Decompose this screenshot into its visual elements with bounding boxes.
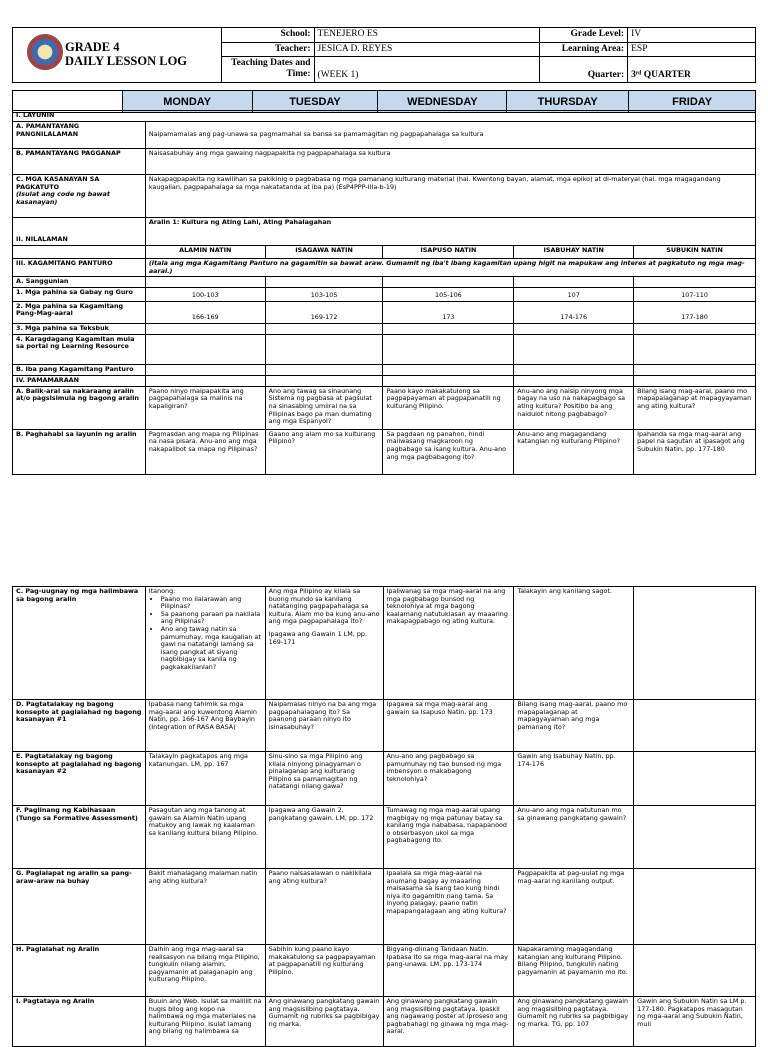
day-thursday: THURSDAY [507,91,629,113]
row-label: E. Pagtatalakay ng bagong konsepto at paglalahad ng bagong kasanayan #2 [13,752,146,806]
cell [634,700,756,752]
cell: Ipagawa ang Gawain 2, pangkatang gawain. LM, pp. 172 [265,806,383,869]
lesson-table-page1 [12,110,756,475]
cell: Ang ginawang pangkatang gawain ang magsisilbing pagtataya. Gumamit ng rubriks sa pagbibigay ng marka. TG, pp. 107 [514,997,634,1047]
kasanayan-label: C. MGA KASANAYAN SA PAGKATUTO [16,175,100,191]
table-row [13,869,756,945]
cell: Sinu-sino sa mga Pilipino ang kilala ninyong pinagyaman o pinalaganap ang kulturang Pilipino sa pamamagitan ng natatangi nilang gawa? [265,752,383,806]
pagganap-label: B. PAMANTAYANG PAGGANAP [13,149,146,175]
cell: Sa pagdaan ng panahon, hindi maiiwasang magkaroon ng pagbabago sa isang kultura. Anu-ano ang mga pagbabagong ito? [383,429,514,474]
cell [634,869,756,945]
cell-intro: Itanong: [148,587,176,595]
magaaral-wed: 173 [383,301,514,323]
bullet-list [149,596,262,672]
deped-seal-logo [27,34,63,70]
cell: Anu-ano ang mga natutunan mo sa ginawang pangkatang gawain? [514,806,634,869]
row-label: G. Paglalapat ng aralin sa pang-araw-araw na buhay [13,869,146,945]
cell: Napakaraming magagandang katangian ang kulturang Pilipino. Bilang Pilipino, tungkulin nating pagyamanin at payamanin mo ito. [514,945,634,997]
cell: Paano ninyo maipapakita ang pagpapahalaga sa malinis na kapaligiran? [145,386,265,429]
cell: Paano kayo makakatulong sa pagpapayaman at pagpapanatili ng kulturang Pilipino. [383,386,514,429]
cell [634,587,756,700]
row-label: H. Paglalahat ng Aralin [13,945,146,997]
magaaral-mon: 166-169 [145,301,265,323]
col-isapuso: ISAPUSO NATIN [383,246,514,259]
teacher-value: JESICA D. REYES [314,42,540,57]
kasanayan-cell [13,175,146,218]
cell: Buuin ang Web. Isulat sa maliliit na hugis bilog ang kopo na halimbawa ng mga materiales na kulturang Pilipino. Isulat lamang ang bilang ng halimbawa sa [145,997,265,1047]
row-label: B. Paghahabi sa layunin ng aralin [13,429,146,474]
table-row [13,806,756,869]
cell [634,806,756,869]
cell: Ang ginawang pangkatang gawain ang magsisilbing pagtataya. Ipaskil ang nagawang poster at iproseso ang pagbabahagi ng ginawa ng mga mag-aaral. [383,997,514,1047]
cell: Bigyang-diinang Tandaan Natin. Ipabasa ito sa mga mag-aaral na may pang-unawa. LM, pp. 173-174 [383,945,514,997]
magaaral-fri: 177-180 [634,301,756,323]
cell: Pagpapakita at pag-uulat ng mga mag-aaral ng kanilang output. [514,869,634,945]
row-label: A. Balik-aral sa nakaraang aralin at/o pagsisimula ng bagong aralin [13,386,146,429]
day-tuesday: TUESDAY [252,91,378,113]
cell [145,587,265,700]
magaaral-tue: 169-172 [265,301,383,323]
table-row [13,386,756,429]
teacher-label: Teacher: [221,42,314,57]
cell: Anu-ano ang naisip ninyong mga bagay na uso na nakapagbago sa ating kultura? Positibo ba ang naidulot nitong pagbabago? [514,386,634,429]
cell: Anu-ano ang pagbabago sa pamumuhay ng tao bunsod ng mga imbensyon o makabagong teknolohiya? [383,752,514,806]
cell: Gawin ang Subukin Natin sa LM p. 177-180. Pagkatapos masagutan ng mga-aaral ang Subukin Natin, muli [634,997,756,1047]
iba-label: B. Iba pang Kagamitang Panturo [13,364,146,375]
cell: Dalhin ang mga mag-aaral sa realisasyon na bilang mga Pilipino, tungkulin nilang alamin, pagyamanin at palaganapin ang kulturang Pilipino. [145,945,265,997]
karagdagang-label: 4. Karagdagang Kagamitan mula sa portal ng Learning Resource [13,334,146,364]
cell: Ang ginawang pangkatang gawain ang magsisilbing pagtataya. Gumamit ng rubriks sa pagbibigay ng marka. [265,997,383,1047]
cell: Talakayin pagkatapos ang mga katanungan. LM, pp. 167 [145,752,265,806]
cell: Paano naisasalawan o nakikilala ang ating kultura? [265,869,383,945]
cell-text: Ipagawa ang Gawain 1 LM, pp. 169-171 [268,629,367,646]
cell: Pasagutan ang mga tanong at gawain sa Alamin Natin upang matukoy ang lawak ng kaalaman sa kanilang kultura bilang Pilipino. [145,806,265,869]
pangnilalaman-label: A. PAMANTAYANG PANGNILALAMAN [13,122,146,149]
table-row [13,752,756,806]
col-isabuhay: ISABUHAY NATIN [514,246,634,259]
cell: Gaano ang alam mo sa kulturang Pilipino? [265,429,383,474]
list-item: • Sa paanong paraan pa nakilala ang Pilipinas? [161,611,262,626]
row-label: C. Pag-uugnay ng mga halimbawa sa bagong aralin [13,587,146,700]
cell [634,945,756,997]
gabay-fri: 107-110 [634,287,756,301]
cell: Gawin ang Isabuhay Natin, pp. 174-176 [514,752,634,806]
table-row [13,945,756,997]
cell: Ipahanda sa mga mag-aaral ang papel na sagutan at ipasagot ang Subukin Natin, pp. 177-180 [634,429,756,474]
magaaral-thu: 174-176 [514,301,634,323]
row-label: D. Pagtatalakay ng bagong konsepto at paglalahad ng bagong kasanayan #1 [13,700,146,752]
table-row [13,700,756,752]
kagamitan-value: (Itala ang mga Kagamitang Panturo na gagamitin sa bawat araw. Gumamit ng iba't ibang kagamitan upang higit na mapukaw ang interes at pagkatuto ng mga mag-aaral.) [145,259,755,277]
magaaral-label: 2. Mga pahina sa Kagamitang Pang-Mag-aaral [13,301,146,323]
lesson-table-page2 [12,586,756,1047]
cell: Bilang isang mag-aaral, paano mo mapapalaganap at mapagyayaman ang ating kultura? [634,386,756,429]
cell: Pagmasdan ang mapa ng Pilipinas na nasa pisara. Anu-ano ang mga nakapalibot sa mapa ng Pilipinas? [145,429,265,474]
kagamitan-label: III. KAGAMITANG PANTURO [13,259,146,277]
cell: Ano ang tawag sa sinaunang Sistema ng pagbasa at pagsulat na sinasabing umiiral na sa Pilipinas bago pa man dumating ang mga Espanyol? [265,386,383,429]
cell [265,587,383,700]
cell: Ipabasa nang tahimik sa mga mag-aaral ang kuwentong Alamin Natin, pp. 166-167 Ang Baybayin (Integration of RASA BASA) [145,700,265,752]
cell [634,752,756,806]
cell: Naipamalas ninyo na ba ang mga pagpapahalagang ito? Sa paanong paraan ninyo ito isinasabuhay? [265,700,383,752]
section-layunin: I. LAYUNIN [13,111,756,122]
cell: Bakit mahalagang malaman natin ang ating kultura? [145,869,265,945]
learning-area-value: ESP [628,42,756,57]
kasanayan-value: Nakapagpapakita ng kawilihan sa pakikinig o pagbabasa ng mga pamanang kulturang material (hal. Kwentong bayan, alamat, mga epiko) at di-materyal (hal. mga magagandang kaugalian, pagpapahalaga sa mga nakatatanda at iba pa) (EsP4PPP-IIIa-b-19) [145,175,755,218]
day-wednesday: WEDNESDAY [378,91,507,113]
cell: Sabihin kung paano kayo makakatulong sa pagpapayaman at pagpapanatili ng kulturang Pilipino. [265,945,383,997]
pagganap-value: Naisasabuhay ang mga gawaing nagpapakita ng pagpapahalaga sa kultura [145,149,755,175]
nilalaman-value: Aralin 1: Kultura ng Ating Lahi, Ating Pahalagahan [145,218,755,246]
teksbuk-label: 3. Mga pahina sa Teksbuk [13,323,146,334]
col-alamin: ALAMIN NATIN [145,246,265,259]
learning-area-label: Learning Area: [540,42,628,57]
cell: Talakayin ang kanilang sagot. [514,587,634,700]
title-dll: DAILY LESSON LOG [65,54,188,68]
day-monday: MONDAY [122,91,252,113]
pamamaraan-label: IV. PAMAMARAAN [13,375,146,386]
cell: Ipaalala sa mga mag-aaral na anumang bagay ay maaaring maisasama sa isang tao kung hindi niya ito gagamitin nang tama. Sa inyong palagay, paano natin mapapangalagaan ang ating kultura? [383,869,514,945]
gabay-mon: 100-103 [145,287,265,301]
document-title [65,40,187,68]
grade-level-label: Grade Level: [540,28,628,43]
list-item: • Paano mo ilalarawan ang Pilipinas? [161,596,262,611]
kasanayan-note: (Isulat ang code ng bawat kasanayan) [16,190,110,206]
school-label: School: [221,28,314,43]
columns-blank [13,246,146,259]
table-row [13,587,756,700]
gabay-tue: 103-105 [265,287,383,301]
table-row [13,429,756,474]
table-row [13,997,756,1047]
col-isagawa: ISAGAWA NATIN [265,246,383,259]
cell: Ipaliwanag sa mga mag-aaral na ang mga pagbabago bunsod ng teknolohiya at mga bagong kaalamang natutuklasan ay maaaring makapagpabago ng ating kultura. [383,587,514,700]
gabay-label: 1. Mga pahina sa Gabay ng Guro [13,287,146,301]
gabay-wed: 105-106 [383,287,514,301]
dates-value: (WEEK 1) [314,57,540,83]
sanggunian-label: A. Sanggunian [13,277,146,288]
cell: Ipagawa sa mga mag-aaral ang gawain sa Isapuso Natin, pp. 173 [383,700,514,752]
quarter-label: Quarter: [540,57,628,83]
cell: Bilang isang mag-aaral, paano mo mapapalaganap at mapagyayaman ang mga pamanang ito? [514,700,634,752]
cell: Tumawag ng mga mag-aaral upang magbigay ng mga patunay batay sa kanilang mga nababasa, napapanood o obserbasyon ukol sa mga pagbabagong ito. [383,806,514,869]
quarter-value: 3ʳᵈ QUARTER [628,57,756,83]
grade-level-value: IV [628,28,756,43]
row-label: I. Pagtataya ng Aralin [13,997,146,1047]
logo-cell [13,28,222,83]
day-friday: FRIDAY [629,91,756,113]
nilalaman-label: II. NILALAMAN [13,218,146,246]
school-value: TENEJERO ES [314,28,540,43]
col-subukin: SUBUKIN NATIN [634,246,756,259]
cell-text: Ang mga Pilipino ay kilala sa buong mundo sa kanilang natatanging pagpapahalaga sa kultura. Alam mo ba kung anu-ano ang mga pagpapahalaga ito? [268,587,380,626]
header-table [12,27,756,83]
cell: Anu-ano ang magagandang katangian ng kulturang Pilipino? [514,429,634,474]
pangnilalaman-value: Naipamamalas ang pag-unawa sa pagmamahal sa bansa sa pamamagitan ng pagpapahalaga sa kultura [145,122,755,149]
gabay-thu: 107 [514,287,634,301]
title-grade: GRADE 4 [65,40,120,54]
dates-label: Teaching Dates and Time: [221,57,314,83]
row-label: F. Paglinang ng Kabihasaan (Tungo sa Formative Assessment) [13,806,146,869]
list-item: • Ano ang tawag natin sa pamumuhay, mga kaugalian at gawi na natatangi lamang sa isang pangkat at siyang nagbibigay sa kanila ng pagkakakilanlan? [161,626,262,672]
